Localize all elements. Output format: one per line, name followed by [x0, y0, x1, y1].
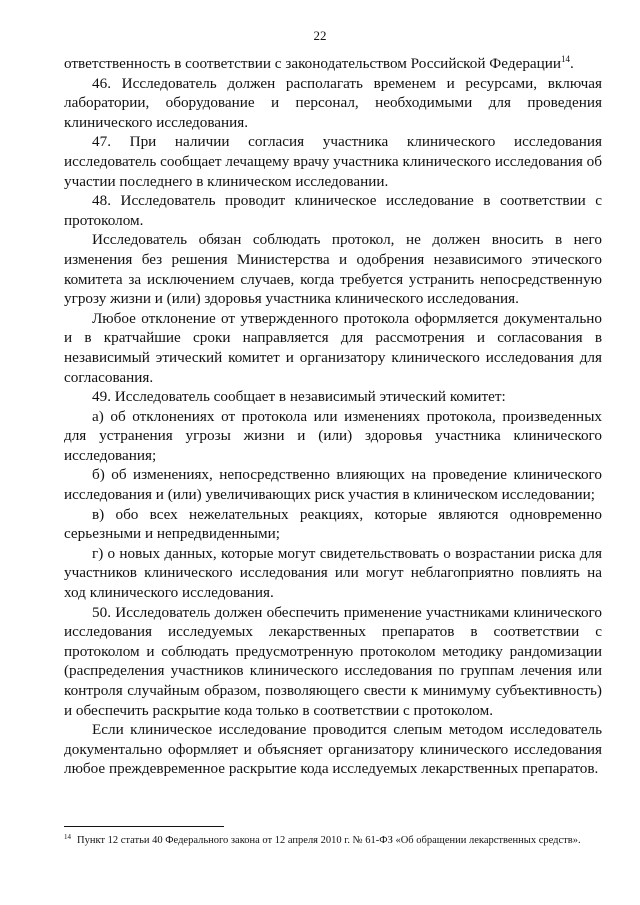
- paragraph-item-50: 50. Исследователь должен обеспечить применение участниками клинического исследования исследуемых лекарственных препаратов в соответствии с протоколом и соблюдать предусмотренную протоколом методику рандомизации (распределения участников клинического исследования по группам лечения или контроля случайным образом, позволяющего свести к минимуму субъективность) и обеспечить раскрытие кода только в соответствии с протоколом.: [64, 603, 602, 719]
- footnote-marker: 14: [64, 832, 71, 841]
- paragraph-protocol-compliance: Исследователь обязан соблюдать протокол, не должен вносить в него изменения без решения Министерства и одобрения независимого этического комитета за исключением случаев, когда требуется устранить непосредственную угрозу жизни и (или) здоровья участника клинического исследования.: [64, 231, 602, 308]
- subitem-v: в) обо всех нежелательных реакциях, которые являются одновременно серьезными и непредвиденными;: [64, 505, 602, 543]
- subitem-b: б) об изменениях, непосредственно влияющих на проведение клинического исследования и (или) увеличивающих риск участия в клиническом исследовании;: [64, 466, 602, 504]
- footnote-reference[interactable]: 14: [561, 53, 571, 64]
- footnote: [64, 834, 604, 847]
- page-number: 22: [313, 28, 327, 43]
- paragraph-item-49: 49. Исследователь сообщает в независимый этический комитет:: [92, 388, 506, 406]
- subitem-a: а) об отклонениях от протокола или изменениях протокола, произведенных для устранения угрозы жизни и (или) здоровья участника клинического исследования;: [64, 407, 602, 464]
- paragraph-item-47: 47. При наличии согласия участника клинического исследования исследователь сообщает лечащему врачу участника клинического исследования об участии последнего в клиническом исследовании.: [64, 133, 602, 190]
- paragraph-protocol-deviation: Любое отклонение от утвержденного протокола оформляется документально и в кратчайшие сроки направляется для рассмотрения и согласования в независимый этический комитет и организатору клинического исследования для согласования.: [64, 309, 602, 386]
- document-body: [64, 54, 602, 779]
- subitem-g: г) о новых данных, которые могут свидетельствовать о возрастании риска для участников клинического исследования или могут неблагоприятно повлиять на ход клинического исследования.: [64, 544, 602, 602]
- paragraph-item-46: 46. Исследователь должен располагать временем и ресурсами, включая лаборатории, оборудование и персонал, необходимыми для проведения клинического исследования.: [64, 74, 602, 131]
- paragraph-blind-study: Если клиническое исследование проводится слепым методом исследователь документально оформляет и объясняет организатору клинического исследования любое преждевременное раскрытие кода исследуемых лекарственных препаратов.: [64, 721, 602, 778]
- paragraph-tail: .: [570, 55, 574, 72]
- paragraph-continuation: [64, 54, 602, 74]
- paragraph-text: ответственность в соответствии с законодательством Российской Федерации: [64, 55, 562, 72]
- footnote-text: Пункт 12 статьи 40 Федерального закона от 12 апреля 2010 г. № 61-ФЗ «Об обращении лекарственных средств».: [77, 835, 581, 846]
- paragraph-item-48: 48. Исследователь проводит клиническое исследование в соответствии с протоколом.: [64, 192, 602, 229]
- footnote-divider: [64, 826, 224, 827]
